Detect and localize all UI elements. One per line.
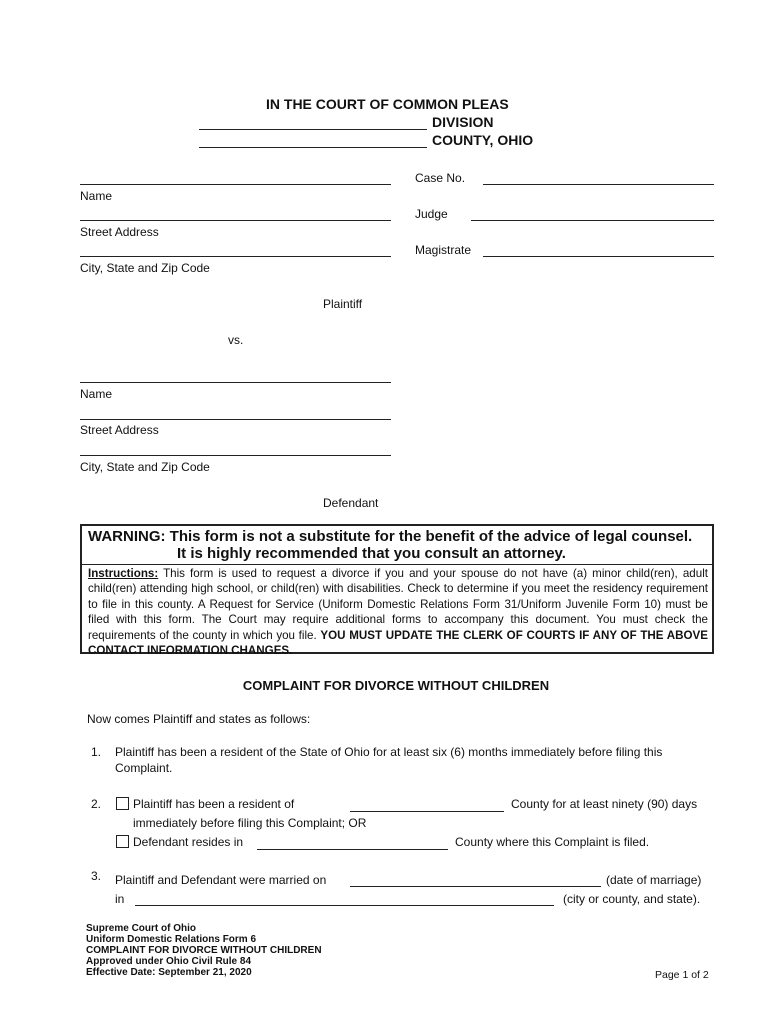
defendant-city-field[interactable] <box>80 455 391 456</box>
item-2-option-2-suffix: County where this Complaint is filed. <box>455 835 650 849</box>
instructions-label: Instructions: <box>88 567 159 580</box>
footer-approval: Approved under Ohio Civil Rule 84 <box>86 956 252 967</box>
instructions-body: This form is used to request a divorce if you and your spouse do not have (a) minor child(ren), adult child(ren) attending high school, or child(ren) with disabilities. Check to determine if you meet the residency requirement to file in this county. A Request for Service (Uniform Domestic Relations Form 31/Uniform Juvenile Form 10) must be filed with this form. The Court may require additional forms to accompany this document. You must check the requirements of the county in which you file. <box>88 567 708 642</box>
defendant-name-label: Name <box>80 387 113 401</box>
case-no-label: Case No. <box>415 171 466 185</box>
plaintiff-city-field[interactable] <box>80 256 391 257</box>
judge-label: Judge <box>415 207 448 221</box>
item-3-line-2-suffix: (city or county, and state). <box>563 892 701 906</box>
footer-effective-date: Effective Date: September 21, 2020 <box>86 967 252 978</box>
plaintiff-city-label: City, State and Zip Code <box>80 261 210 275</box>
footer-form-title: COMPLAINT FOR DIVORCE WITHOUT CHILDREN <box>86 945 322 956</box>
warning-title <box>82 526 712 565</box>
marriage-place-field[interactable] <box>135 905 554 906</box>
warning-line-2: It is highly recommended that you consult an attorney. <box>177 545 566 562</box>
item-1-line-2: Complaint. <box>115 761 173 775</box>
versus-label: vs. <box>228 333 244 347</box>
plaintiff-street-field[interactable] <box>80 220 391 221</box>
county-blank[interactable] <box>199 147 427 148</box>
defendant-name-field[interactable] <box>80 382 391 383</box>
item-2-option-1-text: Plaintiff has been a resident of <box>133 797 295 811</box>
plaintiff-county-field[interactable] <box>350 811 504 812</box>
plaintiff-name-field[interactable] <box>80 184 391 185</box>
complaint-intro: Now comes Plaintiff and states as follows: <box>87 712 311 726</box>
court-title: IN THE COURT OF COMMON PLEAS <box>266 96 509 112</box>
plaintiff-name-label: Name <box>80 189 113 203</box>
item-3-line-2-text: in <box>115 892 125 906</box>
defendant-county-field[interactable] <box>257 849 448 850</box>
division-label: DIVISION <box>432 114 494 130</box>
item-1-line-1: Plaintiff has been a resident of the State of Ohio for at least six (6) months immediately before filing this <box>115 745 663 759</box>
plaintiff-role-label: Plaintiff <box>323 297 363 311</box>
magistrate-label: Magistrate <box>415 243 472 257</box>
instructions-text <box>88 566 708 658</box>
item-2-option-1-suffix: County for at least ninety (90) days <box>511 797 698 811</box>
plaintiff-street-label: Street Address <box>80 225 159 239</box>
defendant-resides-checkbox[interactable] <box>116 835 129 848</box>
judge-field[interactable] <box>471 220 714 221</box>
defendant-street-field[interactable] <box>80 419 391 420</box>
item-2-option-1-cont: immediately before filing this Complaint; OR <box>133 816 367 830</box>
item-2-number: 2. <box>91 797 102 811</box>
footer-form-number: Uniform Domestic Relations Form 6 <box>86 934 257 945</box>
page-number: Page 1 of 2 <box>655 969 709 981</box>
instructions-caps: YOU MUST UPDATE THE CLERK OF COURTS IF ANY OF THE ABOVE CONTACT INFORMATION CHANGES. <box>88 628 708 658</box>
defendant-city-label: City, State and Zip Code <box>80 460 210 474</box>
complaint-title: COMPLAINT FOR DIVORCE WITHOUT CHILDREN <box>242 678 550 693</box>
footer-block <box>86 923 322 978</box>
plaintiff-resident-checkbox[interactable] <box>116 797 129 810</box>
division-blank[interactable] <box>199 129 427 130</box>
marriage-date-field[interactable] <box>350 886 601 887</box>
footer-court: Supreme Court of Ohio <box>86 923 196 934</box>
item-2-option-2-text: Defendant resides in <box>133 835 244 849</box>
item-3-number: 3. <box>91 869 102 883</box>
warning-box <box>80 524 714 658</box>
item-3-line-1-text: Plaintiff and Defendant were married on <box>115 873 327 887</box>
item-1-number: 1. <box>91 745 102 759</box>
defendant-street-label: Street Address <box>80 423 159 437</box>
defendant-role-label: Defendant <box>323 496 379 510</box>
item-3-line-1-suffix: (date of marriage) <box>606 873 702 887</box>
case-no-field[interactable] <box>483 184 714 185</box>
warning-line-1: WARNING: This form is not a substitute for the benefit of the advice of legal counsel. <box>88 528 693 545</box>
magistrate-field[interactable] <box>483 256 714 257</box>
county-label: COUNTY, OHIO <box>432 132 534 148</box>
